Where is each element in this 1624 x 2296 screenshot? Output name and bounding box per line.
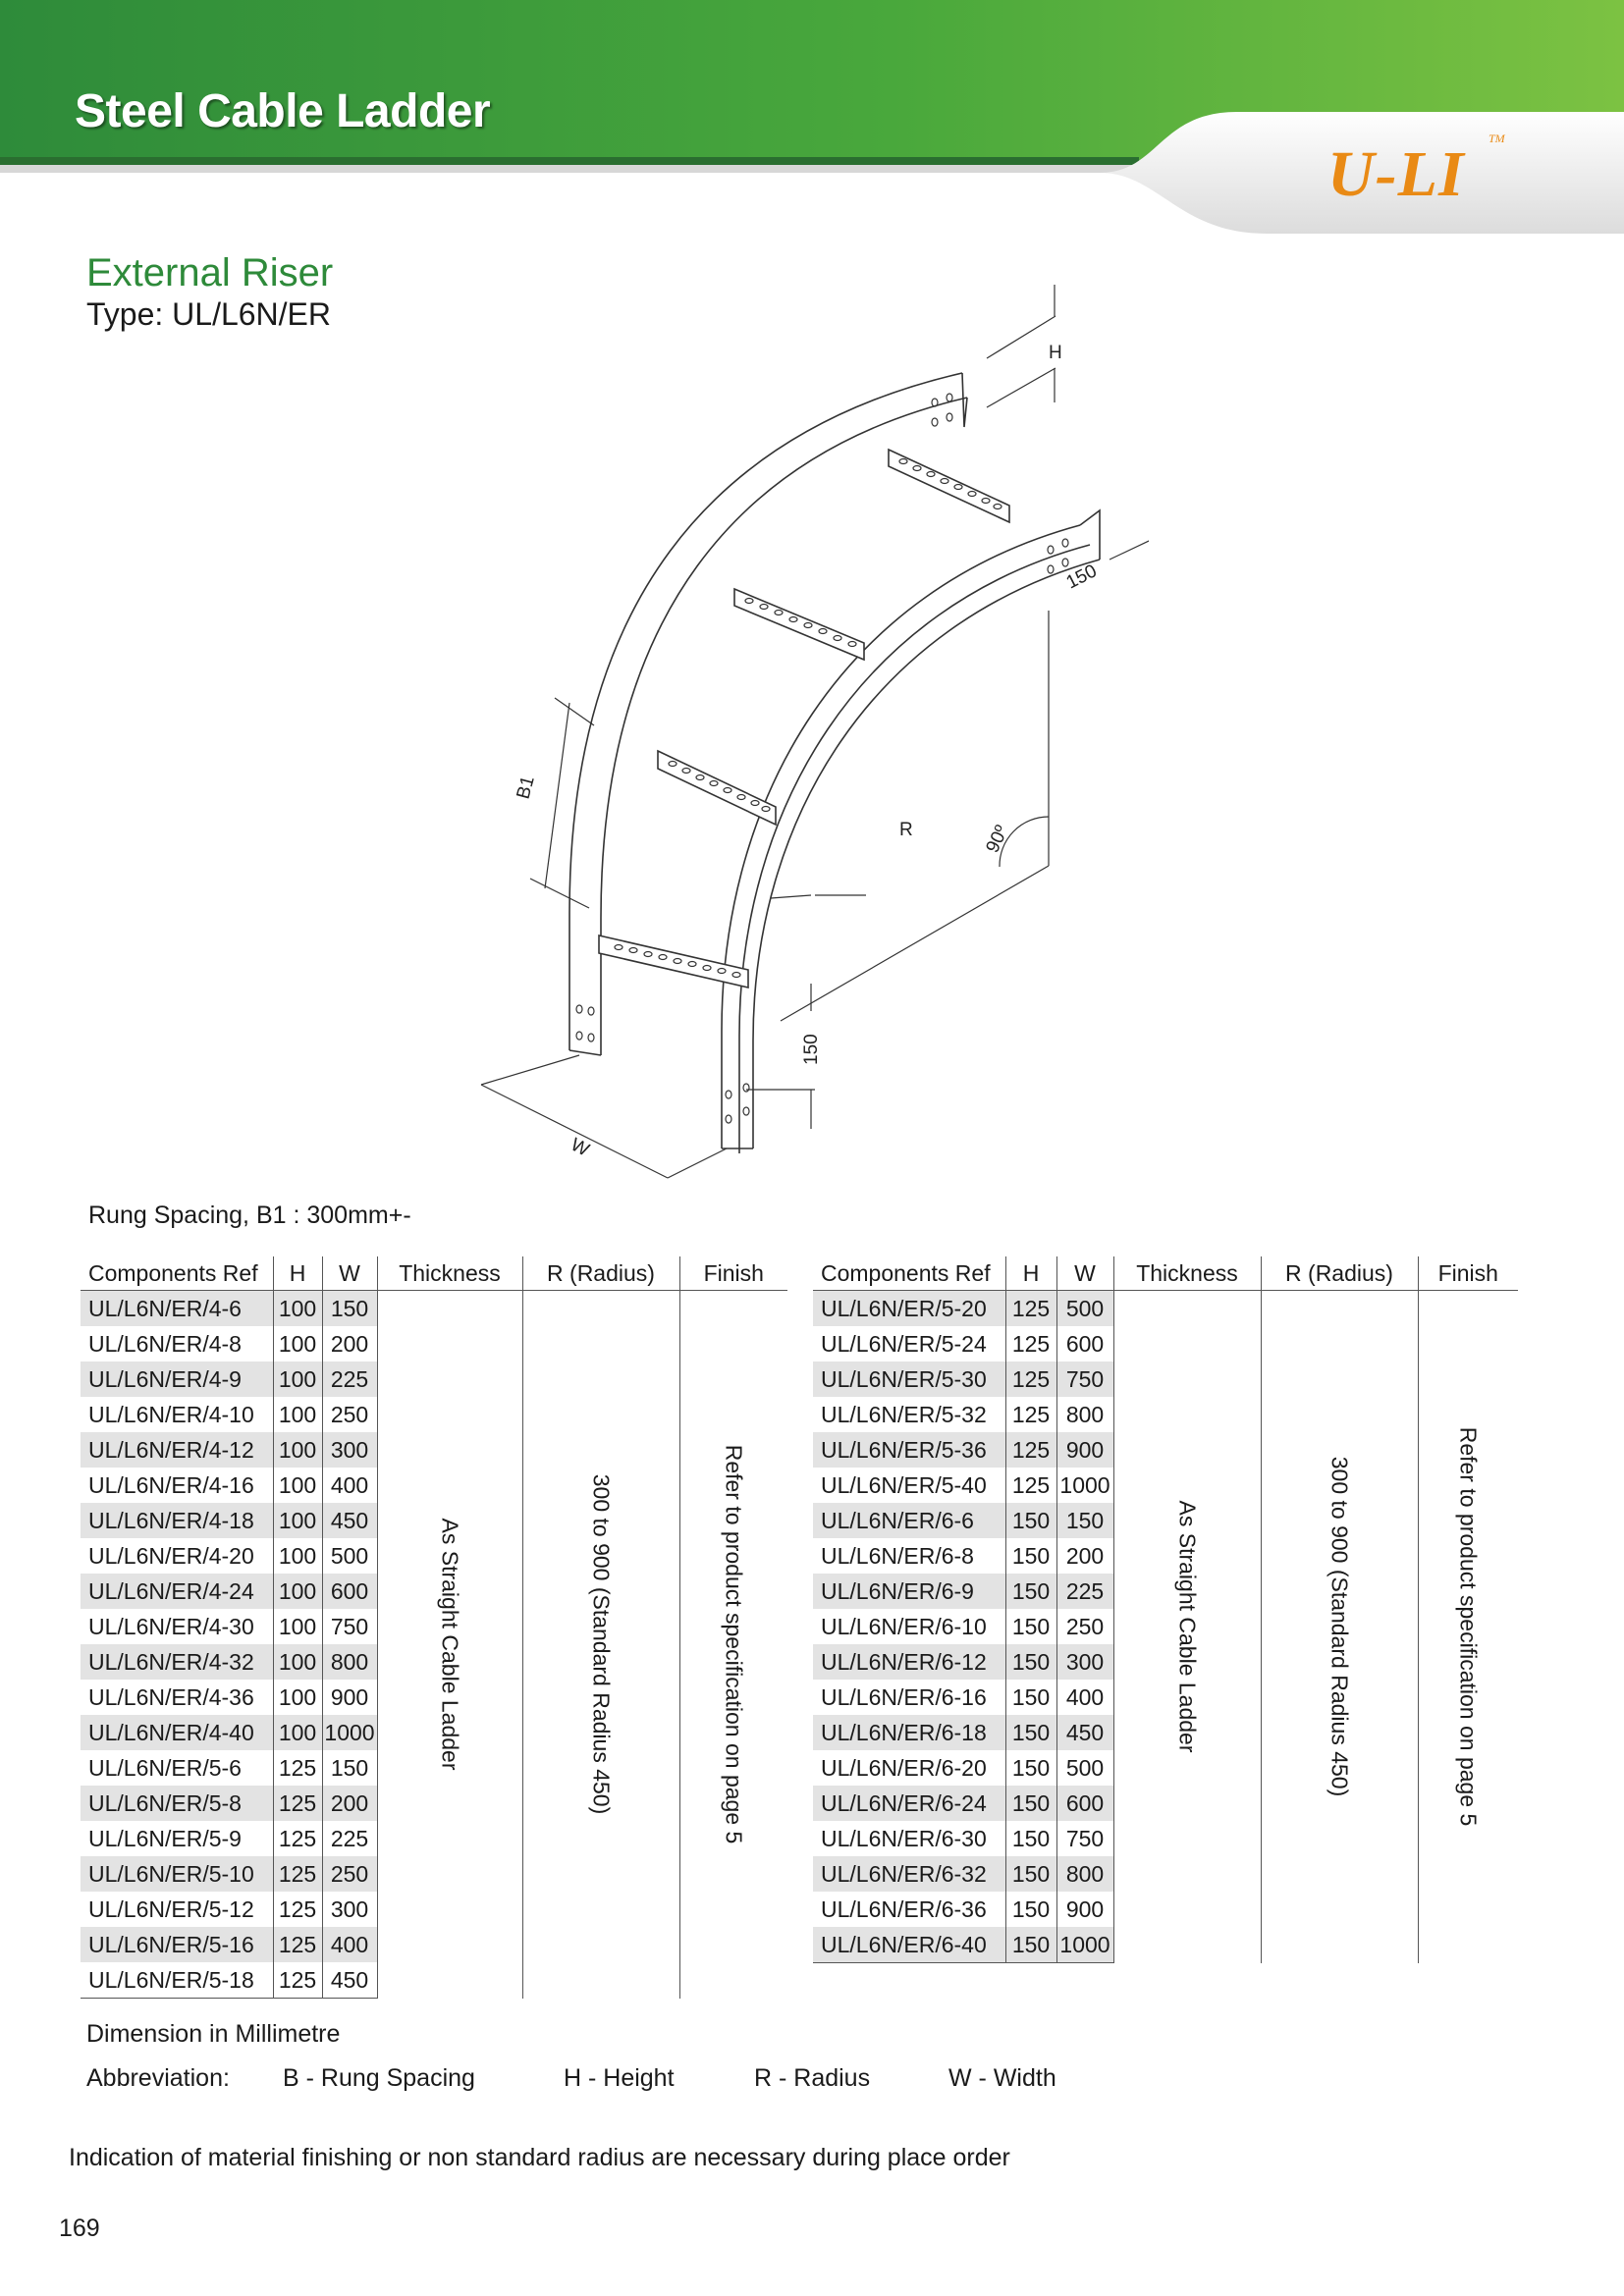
cell-h: 125 bbox=[273, 1962, 322, 1999]
header-thickness: Thickness bbox=[1113, 1256, 1261, 1291]
cell-w: 225 bbox=[322, 1821, 377, 1856]
cell-w: 200 bbox=[1056, 1538, 1113, 1574]
spec-table-left bbox=[81, 1256, 787, 1999]
dim-label-b1: B1 bbox=[513, 774, 539, 802]
cell-components-ref: UL/L6N/ER/4-30 bbox=[88, 1613, 254, 1639]
cell-components-ref: UL/L6N/ER/6-32 bbox=[813, 1856, 1005, 1892]
cell-h: 125 bbox=[1005, 1468, 1056, 1503]
header-components-ref: Components Ref bbox=[81, 1256, 273, 1291]
cell-h: 100 bbox=[273, 1609, 322, 1644]
cell-h: 150 bbox=[1005, 1715, 1056, 1750]
cell-h: 100 bbox=[273, 1468, 322, 1503]
cell-components-ref: UL/L6N/ER/5-40 bbox=[821, 1471, 987, 1498]
cell-w: 400 bbox=[322, 1468, 377, 1503]
cell-w: 600 bbox=[1056, 1326, 1113, 1362]
header-components-ref: Components Ref bbox=[813, 1256, 1005, 1291]
cell-components-ref: UL/L6N/ER/5-18 bbox=[81, 1962, 273, 1999]
cell-components-ref: UL/L6N/ER/4-10 bbox=[88, 1401, 254, 1427]
table-header-row bbox=[81, 1256, 787, 1291]
cell-h: 150 bbox=[1005, 1680, 1056, 1715]
cell-components-ref: UL/L6N/ER/5-36 bbox=[813, 1432, 1005, 1468]
cell-components-ref: UL/L6N/ER/4-32 bbox=[81, 1644, 273, 1680]
abbreviation-h: H - Height bbox=[564, 2064, 675, 2092]
cell-w: 300 bbox=[322, 1432, 377, 1468]
cell-h: 150 bbox=[1005, 1892, 1056, 1927]
header-finish: Finish bbox=[679, 1256, 787, 1291]
cell-radius bbox=[522, 1291, 679, 1999]
cell-w: 750 bbox=[322, 1609, 377, 1644]
cell-h: 150 bbox=[1005, 1538, 1056, 1574]
cell-components-ref: UL/L6N/ER/6-8 bbox=[821, 1542, 974, 1569]
cell-h: 100 bbox=[273, 1326, 322, 1362]
cell-w: 200 bbox=[322, 1326, 377, 1362]
dim-label-r: R bbox=[899, 820, 913, 840]
cell-radius-text: 300 to 900 (Standard Radius 450) bbox=[588, 1473, 615, 1815]
spec-table-right bbox=[813, 1256, 1518, 1963]
right-rail-inner bbox=[739, 545, 1090, 1153]
cell-h: 100 bbox=[273, 1644, 322, 1680]
cell-components-ref: UL/L6N/ER/5-8 bbox=[81, 1786, 273, 1821]
cell-w: 450 bbox=[1056, 1715, 1113, 1750]
header-radius: R (Radius) bbox=[522, 1256, 679, 1291]
cell-finish-text: Refer to product specification on page 5 bbox=[1455, 1426, 1482, 1827]
cell-components-ref: UL/L6N/ER/4-8 bbox=[88, 1330, 242, 1357]
product-name: External Riser bbox=[86, 251, 334, 294]
brand-logo: U-LI bbox=[1327, 138, 1465, 210]
abbreviation-r: R - Radius bbox=[754, 2064, 871, 2092]
cell-w: 1000 bbox=[1056, 1468, 1113, 1503]
cell-thickness-text: As Straight Cable Ladder bbox=[437, 1518, 463, 1771]
cell-h: 100 bbox=[273, 1680, 322, 1715]
cell-components-ref: UL/L6N/ER/6-30 bbox=[821, 1825, 987, 1851]
cell-w: 225 bbox=[322, 1362, 377, 1397]
cell-h: 125 bbox=[1005, 1432, 1056, 1468]
header-thickness: Thickness bbox=[377, 1256, 522, 1291]
cell-w: 900 bbox=[1056, 1432, 1113, 1468]
cell-components-ref: UL/L6N/ER/5-32 bbox=[821, 1401, 987, 1427]
cell-thickness-text: As Straight Cable Ladder bbox=[1174, 1500, 1201, 1753]
cell-finish bbox=[679, 1291, 787, 1999]
cell-components-ref: UL/L6N/ER/6-20 bbox=[821, 1754, 987, 1781]
cell-components-ref: UL/L6N/ER/6-18 bbox=[813, 1715, 1005, 1750]
cell-h: 125 bbox=[273, 1750, 322, 1786]
rung bbox=[734, 589, 864, 660]
cell-thickness bbox=[1113, 1291, 1261, 1963]
cell-w: 150 bbox=[1056, 1503, 1113, 1538]
cell-components-ref: UL/L6N/ER/6-40 bbox=[813, 1927, 1005, 1963]
cell-w: 500 bbox=[1056, 1291, 1113, 1327]
cell-h: 150 bbox=[1005, 1644, 1056, 1680]
abbreviation-b: B - Rung Spacing bbox=[283, 2064, 475, 2092]
cell-w: 300 bbox=[1056, 1644, 1113, 1680]
cell-h: 150 bbox=[1005, 1786, 1056, 1821]
abbreviation-w: W - Width bbox=[948, 2064, 1056, 2092]
cell-w: 600 bbox=[1056, 1786, 1113, 1821]
header-finish: Finish bbox=[1418, 1256, 1518, 1291]
cell-h: 150 bbox=[1005, 1821, 1056, 1856]
dimension-note: Dimension in Millimetre bbox=[86, 2020, 341, 2048]
cell-w: 400 bbox=[1056, 1680, 1113, 1715]
cell-components-ref: UL/L6N/ER/4-36 bbox=[88, 1683, 254, 1710]
product-type: Type: UL/L6N/ER bbox=[86, 296, 331, 332]
cell-w: 450 bbox=[322, 1503, 377, 1538]
cell-components-ref: UL/L6N/ER/6-10 bbox=[821, 1613, 987, 1639]
header-w: W bbox=[322, 1256, 377, 1291]
cell-w: 300 bbox=[322, 1892, 377, 1927]
cell-components-ref: UL/L6N/ER/5-12 bbox=[88, 1896, 254, 1922]
cell-components-ref: UL/L6N/ER/4-20 bbox=[88, 1542, 254, 1569]
cell-w: 250 bbox=[322, 1856, 377, 1892]
trademark-mark: TM bbox=[1489, 132, 1505, 145]
cell-h: 125 bbox=[273, 1892, 322, 1927]
cell-components-ref: UL/L6N/ER/6-36 bbox=[821, 1896, 987, 1922]
cell-finish bbox=[1418, 1291, 1518, 1963]
cell-finish-text: Refer to product specification on page 5 bbox=[721, 1444, 747, 1844]
cell-h: 100 bbox=[273, 1503, 322, 1538]
table-row bbox=[813, 1291, 1518, 1327]
riser-drawing bbox=[461, 265, 1149, 1207]
cell-components-ref: UL/L6N/ER/4-18 bbox=[81, 1503, 273, 1538]
cell-h: 125 bbox=[1005, 1397, 1056, 1432]
page-number: 169 bbox=[59, 2215, 100, 2242]
cell-components-ref: UL/L6N/ER/5-9 bbox=[88, 1825, 242, 1851]
cell-w: 900 bbox=[1056, 1892, 1113, 1927]
cell-h: 125 bbox=[1005, 1362, 1056, 1397]
cell-components-ref: UL/L6N/ER/6-6 bbox=[813, 1503, 1005, 1538]
cell-components-ref: UL/L6N/ER/5-16 bbox=[81, 1927, 273, 1962]
cell-w: 225 bbox=[1056, 1574, 1113, 1609]
cell-components-ref: UL/L6N/ER/4-24 bbox=[81, 1574, 273, 1609]
cell-w: 800 bbox=[1056, 1856, 1113, 1892]
cell-h: 125 bbox=[273, 1821, 322, 1856]
cell-components-ref: UL/L6N/ER/5-10 bbox=[81, 1856, 273, 1892]
cell-components-ref: UL/L6N/ER/4-16 bbox=[88, 1471, 254, 1498]
cell-h: 125 bbox=[273, 1927, 322, 1962]
cell-h: 150 bbox=[1005, 1503, 1056, 1538]
cell-w: 800 bbox=[1056, 1397, 1113, 1432]
cell-w: 750 bbox=[1056, 1362, 1113, 1397]
cell-w: 150 bbox=[322, 1750, 377, 1786]
page-title: Steel Cable Ladder bbox=[75, 85, 491, 137]
cell-h: 125 bbox=[1005, 1326, 1056, 1362]
cell-h: 100 bbox=[273, 1538, 322, 1574]
cell-h: 100 bbox=[273, 1291, 322, 1327]
cell-components-ref: UL/L6N/ER/6-24 bbox=[813, 1786, 1005, 1821]
cell-components-ref: UL/L6N/ER/4-9 bbox=[81, 1362, 273, 1397]
cell-w: 900 bbox=[322, 1680, 377, 1715]
dim-label-w: W bbox=[567, 1134, 593, 1161]
cell-components-ref: UL/L6N/ER/6-16 bbox=[821, 1683, 987, 1710]
dim-label-angle: 90º bbox=[982, 822, 1013, 857]
cell-radius bbox=[1261, 1291, 1418, 1963]
header-w: W bbox=[1056, 1256, 1113, 1291]
cell-h: 125 bbox=[273, 1786, 322, 1821]
cell-h: 150 bbox=[1005, 1927, 1056, 1963]
cell-h: 150 bbox=[1005, 1574, 1056, 1609]
cell-h: 150 bbox=[1005, 1750, 1056, 1786]
cell-w: 600 bbox=[322, 1574, 377, 1609]
cell-h: 125 bbox=[1005, 1291, 1056, 1327]
cell-h: 150 bbox=[1005, 1856, 1056, 1892]
cell-components-ref: UL/L6N/ER/4-6 bbox=[81, 1291, 273, 1327]
cell-radius-text: 300 to 900 (Standard Radius 450) bbox=[1326, 1456, 1353, 1797]
cell-h: 100 bbox=[273, 1715, 322, 1750]
cell-components-ref: UL/L6N/ER/5-30 bbox=[813, 1362, 1005, 1397]
cell-components-ref: UL/L6N/ER/5-20 bbox=[813, 1291, 1005, 1327]
dim-label-150-top: 150 bbox=[1062, 561, 1101, 594]
cell-w: 400 bbox=[322, 1927, 377, 1962]
cell-w: 500 bbox=[1056, 1750, 1113, 1786]
cell-h: 100 bbox=[273, 1397, 322, 1432]
cell-w: 250 bbox=[1056, 1609, 1113, 1644]
cell-h: 100 bbox=[273, 1432, 322, 1468]
dim-label-150-bottom: 150 bbox=[801, 1034, 822, 1065]
cell-components-ref: UL/L6N/ER/4-12 bbox=[81, 1432, 273, 1468]
cell-h: 150 bbox=[1005, 1609, 1056, 1644]
table-header-row bbox=[813, 1256, 1518, 1291]
cell-h: 125 bbox=[273, 1856, 322, 1892]
dim-label-h: H bbox=[1049, 343, 1062, 363]
cell-components-ref: UL/L6N/ER/5-24 bbox=[821, 1330, 987, 1357]
cell-w: 200 bbox=[322, 1786, 377, 1821]
ordering-note: Indication of material finishing or non standard radius are necessary during place order bbox=[69, 2144, 1010, 2171]
cell-w: 450 bbox=[322, 1962, 377, 1999]
cell-thickness bbox=[377, 1291, 522, 1999]
cell-w: 150 bbox=[322, 1291, 377, 1327]
cell-w: 1000 bbox=[1056, 1927, 1113, 1963]
cell-w: 750 bbox=[1056, 1821, 1113, 1856]
cell-h: 100 bbox=[273, 1574, 322, 1609]
cell-w: 800 bbox=[322, 1644, 377, 1680]
cell-components-ref: UL/L6N/ER/5-6 bbox=[88, 1754, 242, 1781]
header-radius: R (Radius) bbox=[1261, 1256, 1418, 1291]
cell-components-ref: UL/L6N/ER/6-12 bbox=[813, 1644, 1005, 1680]
header-h: H bbox=[273, 1256, 322, 1291]
header-h: H bbox=[1005, 1256, 1056, 1291]
rung-spacing-note: Rung Spacing, B1 : 300mm+- bbox=[88, 1201, 411, 1229]
cell-w: 500 bbox=[322, 1538, 377, 1574]
abbreviation-label: Abbreviation: bbox=[86, 2064, 230, 2092]
cell-w: 1000 bbox=[322, 1715, 377, 1750]
cell-w: 250 bbox=[322, 1397, 377, 1432]
cell-h: 100 bbox=[273, 1362, 322, 1397]
cell-components-ref: UL/L6N/ER/4-40 bbox=[81, 1715, 273, 1750]
table-row bbox=[81, 1291, 787, 1327]
cell-components-ref: UL/L6N/ER/6-9 bbox=[813, 1574, 1005, 1609]
